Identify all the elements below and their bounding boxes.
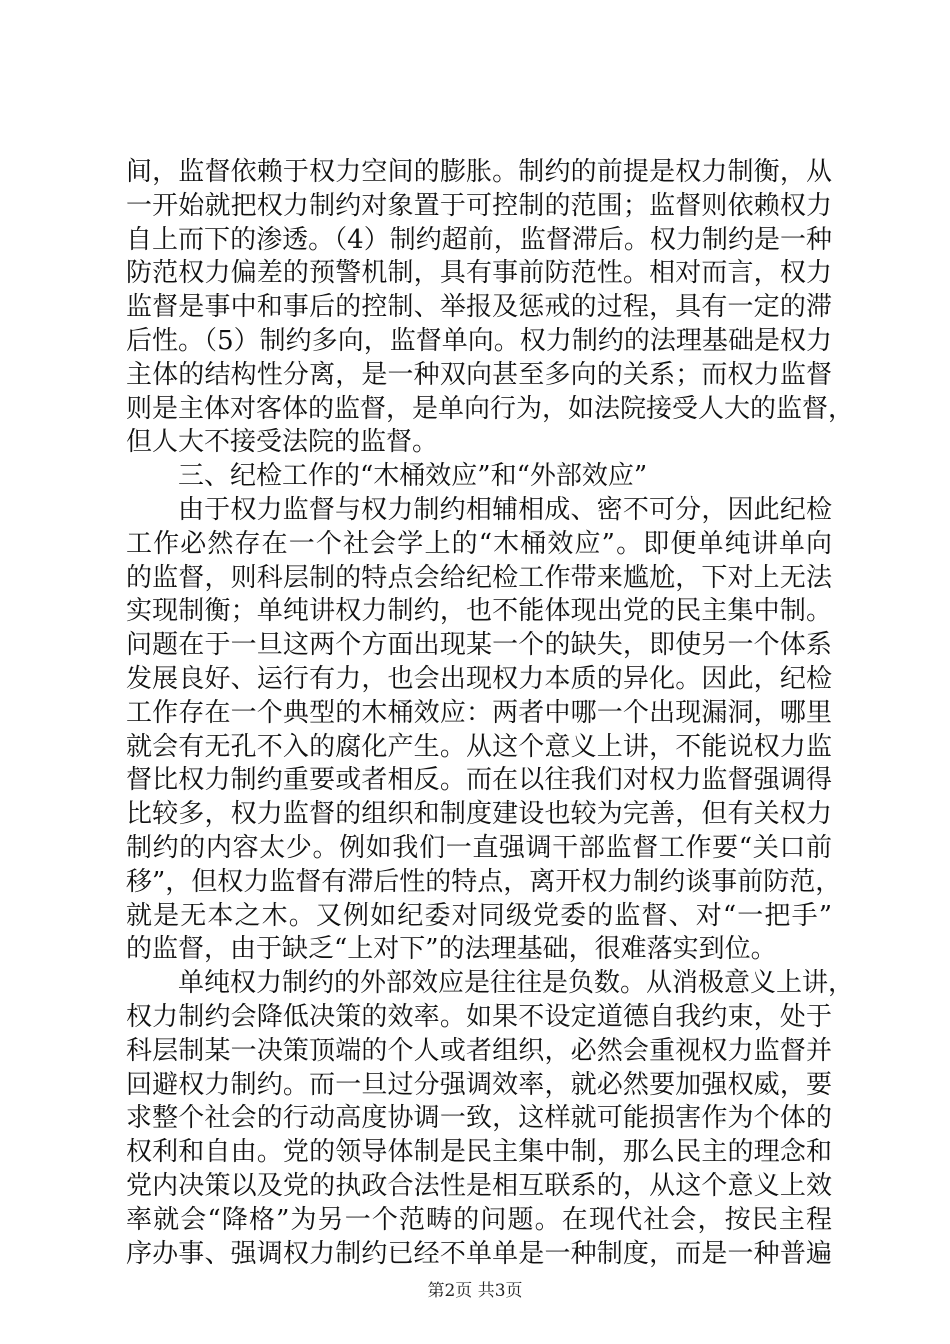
paragraph-first-line: 由于权力监督与权力制约相辅相成、密不可分，因此纪检 xyxy=(178,494,832,525)
text-line: 一开始就把权力制约对象置于可控制的范围；监督则依赖权力 xyxy=(126,190,832,221)
text-line: 的监督，由于缺乏“上对下”的法理基础，很难落实到位。 xyxy=(126,934,777,965)
text-line: 权利和自由。党的领导体制是民主集中制，那么民主的理念和 xyxy=(126,1137,832,1168)
text-line: 工作必然存在一个社会学上的“木桶效应”。即便单纯讲单向 xyxy=(126,528,832,559)
text-line: 主体的结构性分离，是一种双向甚至多向的关系；而权力监督 xyxy=(126,359,832,390)
document-body xyxy=(126,156,855,1271)
text-line: 的监督，则科层制的特点会给纪检工作带来尴尬，下对上无法 xyxy=(126,562,832,593)
text-line: 率就会“降格”为另一个范畴的问题。在现代社会，按民主程 xyxy=(126,1204,832,1235)
text-line: 工作存在一个典型的木桶效应：两者中哪一个出现漏洞，哪里 xyxy=(126,697,832,728)
text-line: 就是无本之木。又例如纪委对同级党委的监督、对“一把手” xyxy=(126,900,832,931)
text-line: 自上而下的渗透。（4）制约超前，监督滞后。权力制约是一种 xyxy=(126,224,832,255)
text-line: 但人大不接受法院的监督。 xyxy=(126,427,439,458)
text-line: 科层制某一决策顶端的个人或者组织，必然会重视权力监督并 xyxy=(126,1035,832,1066)
paragraph-first-line: 单纯权力制约的外部效应是往往是负数。从消极意义上讲， xyxy=(178,968,855,999)
text-line: 求整个社会的行动高度协调一致，这样就可能损害作为个体的 xyxy=(126,1103,832,1134)
text-line: 督比权力制约重要或者相反。而在以往我们对权力监督强调得 xyxy=(126,765,832,796)
text-line: 实现制衡；单纯讲权力制约，也不能体现出党的民主集中制。 xyxy=(126,596,832,627)
text-line: 移”，但权力监督有滞后性的特点，离开权力制约谈事前防范， xyxy=(126,866,842,897)
page-number-label: 第2页 共3页 xyxy=(427,1281,523,1301)
text-line: 问题在于一旦这两个方面出现某一个的缺失，即使另一个体系 xyxy=(126,630,832,661)
text-line: 监督是事中和事后的控制、举报及惩戒的过程，具有一定的滞 xyxy=(126,292,832,323)
text-line: 则是主体对客体的监督，是单向行为，如法院接受人大的监督， xyxy=(126,393,855,424)
page-footer xyxy=(0,1276,950,1301)
text-line: 后性。（5）制约多向，监督单向。权力制约的法理基础是权力 xyxy=(126,325,832,356)
text-line: 就会有无孔不入的腐化产生。从这个意义上讲，不能说权力监 xyxy=(126,731,832,762)
text-line: 防范权力偏差的预警机制，具有事前防范性。相对而言，权力 xyxy=(126,258,832,289)
section-heading: 三、纪检工作的“木桶效应”和“外部效应” xyxy=(178,461,648,492)
text-line: 发展良好、运行有力，也会出现权力本质的异化。因此，纪检 xyxy=(126,663,832,694)
text-line: 权力制约会降低决策的效率。如果不设定道德自我约束，处于 xyxy=(126,1001,832,1032)
text-line: 党内决策以及党的执政合法性是相互联系的，从这个意义上效 xyxy=(126,1170,832,1201)
text-line: 回避权力制约。而一旦过分强调效率，就必然要加强权威，要 xyxy=(126,1069,832,1100)
text-line: 比较多，权力监督的组织和制度建设也较为完善，但有关权力 xyxy=(126,799,832,830)
text-line: 序办事、强调权力制约已经不单单是一种制度，而是一种普遍 xyxy=(126,1238,832,1269)
text-line: 制约的内容太少。例如我们一直强调干部监督工作要“关口前 xyxy=(126,832,832,863)
text-line: 间，监督依赖于权力空间的膨胀。制约的前提是权力制衡，从 xyxy=(126,157,832,187)
